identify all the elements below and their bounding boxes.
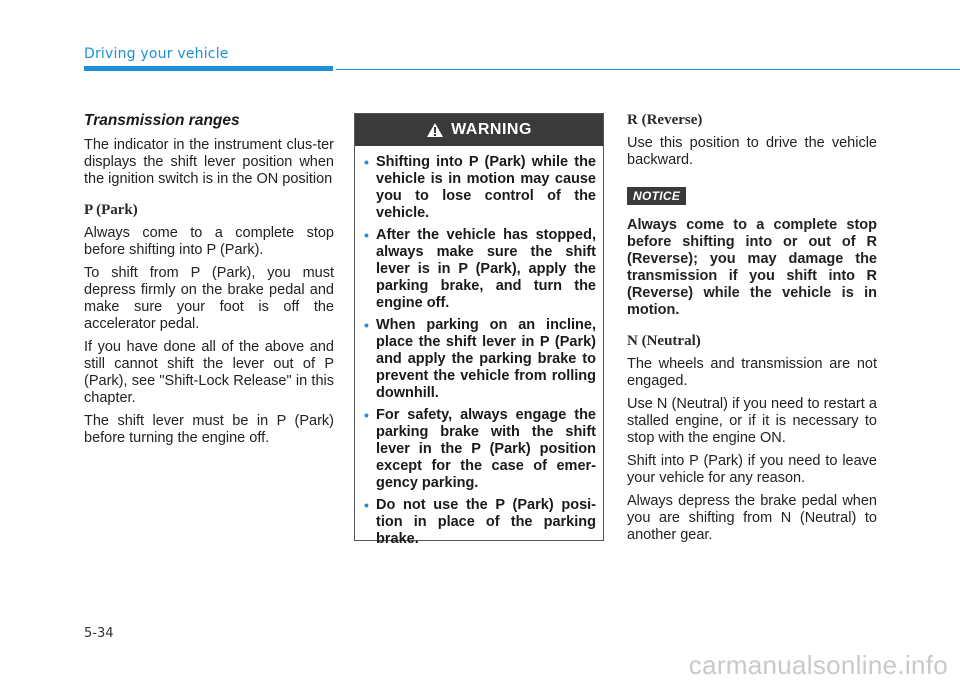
bullet-icon: • bbox=[364, 317, 369, 333]
left-column bbox=[84, 112, 334, 453]
park-paragraph-3: If you have done all of the above and still cannot shift the lever out of P (Park), see "Shift-Lock Release" in this chapter. bbox=[84, 339, 334, 406]
park-paragraph-4: The shift lever must be in P (Park) before turning the engine off. bbox=[84, 413, 334, 446]
page-number: 5-34 bbox=[84, 626, 114, 641]
header-rule-thin bbox=[336, 69, 960, 70]
neutral-heading: N (Neutral) bbox=[627, 333, 701, 349]
warning-header bbox=[355, 114, 603, 146]
park-heading: P (Park) bbox=[84, 202, 138, 218]
notice-paragraph: Always come to a complete stop before shifting into or out of R (Reverse); you may damage the transmission if you shift into R (Reverse) while the vehicle is in motion. bbox=[627, 217, 877, 318]
neutral-paragraph-3: Shift into P (Park) if you need to leave your vehicle for any reason. bbox=[627, 453, 877, 486]
bullet-icon: • bbox=[364, 154, 369, 170]
transmission-ranges-heading: Transmission ranges bbox=[84, 112, 240, 129]
header-rule-thick bbox=[84, 66, 333, 71]
intro-paragraph: The indicator in the instrument clus-ter displays the shift lever position when the ignition switch is in the ON position bbox=[84, 137, 334, 187]
warning-title: WARNING bbox=[451, 121, 532, 138]
neutral-paragraph-2: Use N (Neutral) if you need to restart a stalled engine, or if it is necessary to stop with the engine ON. bbox=[627, 396, 877, 446]
park-paragraph-2: To shift from P (Park), you must depress firmly on the brake pedal and make sure your foot is off the accelerator pedal. bbox=[84, 265, 334, 332]
warning-item: • Shifting into P (Park) while the vehicle is in motion may cause you to lose control of the vehicle. bbox=[364, 154, 596, 221]
warning-box bbox=[354, 113, 604, 547]
park-paragraph-1: Always come to a complete stop before shifting into P (Park). bbox=[84, 225, 334, 258]
warning-list bbox=[355, 154, 603, 548]
right-column bbox=[627, 112, 877, 550]
watermark: carmanualsonline.info bbox=[688, 650, 948, 680]
warning-item: • When parking on an incline, place the shift lever in P (Park) and apply the parking brake to prevent the vehicle from rolling downhill. bbox=[364, 317, 596, 401]
warning-item: • After the vehicle has stopped, always make sure the shift lever is in P (Park), apply the parking brake, and turn the engine off. bbox=[364, 227, 596, 311]
bullet-icon: • bbox=[364, 497, 369, 513]
reverse-heading: R (Reverse) bbox=[627, 112, 703, 128]
notice-badge: NOTICE bbox=[627, 187, 686, 205]
warning-item: • Do not use the P (Park) posi-tion in place of the parking brake. bbox=[364, 497, 596, 547]
bullet-icon: • bbox=[364, 407, 369, 423]
warning-triangle-icon bbox=[426, 122, 444, 138]
bullet-icon: • bbox=[364, 227, 369, 243]
neutral-paragraph-1: The wheels and transmission are not engaged. bbox=[627, 356, 877, 389]
warning-item: • For safety, always engage the parking brake with the shift lever in the P (Park) position except for the case of emer-gency parking. bbox=[364, 407, 596, 491]
section-title: Driving your vehicle bbox=[84, 46, 229, 62]
reverse-paragraph: Use this position to drive the vehicle backward. bbox=[627, 135, 877, 168]
neutral-paragraph-4: Always depress the brake pedal when you are shifting from N (Neutral) to another gear. bbox=[627, 493, 877, 543]
